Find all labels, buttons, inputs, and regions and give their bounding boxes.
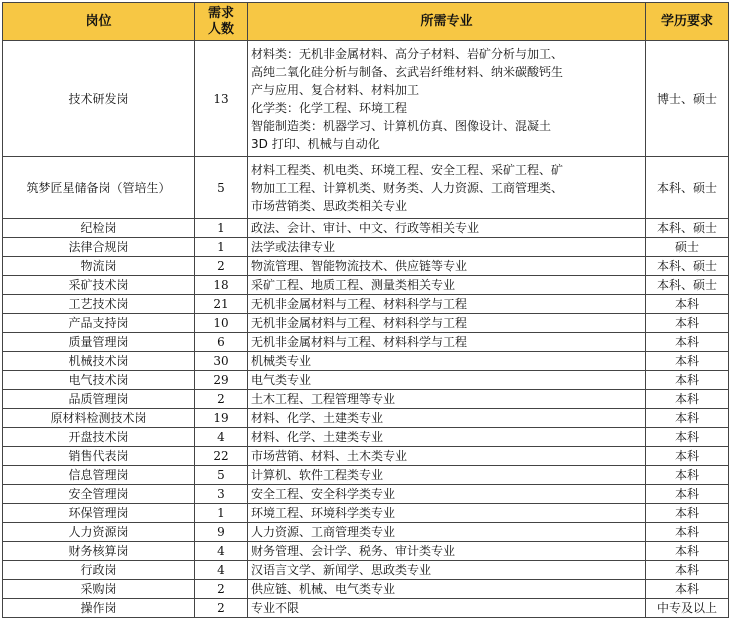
cell-count: 30 [195, 352, 248, 371]
table-row [3, 599, 729, 618]
cell-position: 安全管理岗 [3, 485, 195, 504]
major-line: 物加工工程、计算机类、财务类、人力资源、工商管理类、 [251, 180, 564, 195]
cell-position: 环保管理岗 [3, 504, 195, 523]
cell-position: 筑梦匠星储备岗（管培生） [3, 157, 195, 219]
major-line: 材料、化学、土建类专业 [251, 430, 384, 444]
cell-position: 机械技术岗 [3, 352, 195, 371]
header-degree: 学历要求 [646, 3, 729, 41]
table-row [3, 485, 729, 504]
major-line: 政法、会计、审计、中文、行政等相关专业 [251, 221, 480, 235]
cell-major [248, 314, 646, 333]
cell-degree: 硕士 [646, 238, 729, 257]
cell-degree: 本科 [646, 561, 729, 580]
major-line: 材料、化学、土建类专业 [251, 411, 384, 425]
table-row [3, 257, 729, 276]
cell-major [248, 580, 646, 599]
major-line: 无机非金属材料与工程、材料科学与工程 [251, 297, 468, 311]
cell-degree: 本科 [646, 333, 729, 352]
cell-count: 2 [195, 580, 248, 599]
cell-count: 19 [195, 409, 248, 428]
cell-position: 人力资源岗 [3, 523, 195, 542]
cell-position: 销售代表岗 [3, 447, 195, 466]
cell-count: 10 [195, 314, 248, 333]
cell-major [248, 504, 646, 523]
cell-count: 13 [195, 41, 248, 157]
cell-count: 18 [195, 276, 248, 295]
table-row [3, 314, 729, 333]
cell-count: 2 [195, 390, 248, 409]
table-row [3, 276, 729, 295]
cell-count: 21 [195, 295, 248, 314]
cell-count: 5 [195, 157, 248, 219]
major-line: 汉语言文学、新闻学、思政类专业 [251, 563, 432, 577]
major-line: 安全工程、安全科学类专业 [251, 487, 396, 501]
table-row [3, 295, 729, 314]
table-row [3, 157, 729, 219]
cell-degree: 本科 [646, 295, 729, 314]
table-row [3, 219, 729, 238]
major-line: 物流管理、智能物流技术、供应链等专业 [251, 259, 468, 273]
cell-major [248, 276, 646, 295]
major-line: 高纯二氧化硅分析与制备、玄武岩纤维材料、纳米碳酸钙生 [251, 64, 564, 79]
cell-degree: 本科 [646, 485, 729, 504]
cell-count: 22 [195, 447, 248, 466]
table-row [3, 428, 729, 447]
cell-major [248, 352, 646, 371]
cell-degree: 本科 [646, 352, 729, 371]
major-line: 供应链、机械、电气类专业 [251, 582, 396, 596]
cell-position: 财务核算岗 [3, 542, 195, 561]
cell-degree: 本科、硕士 [646, 157, 729, 219]
cell-position: 物流岗 [3, 257, 195, 276]
cell-count: 1 [195, 219, 248, 238]
cell-degree: 本科 [646, 409, 729, 428]
major-line: 采矿工程、地质工程、测量类相关专业 [251, 278, 456, 292]
table-row [3, 466, 729, 485]
cell-count: 6 [195, 333, 248, 352]
major-line: 产与应用、复合材料、材料加工 [251, 82, 420, 97]
cell-major [248, 41, 646, 157]
cell-position: 质量管理岗 [3, 333, 195, 352]
cell-position: 产品支持岗 [3, 314, 195, 333]
major-line: 3D 打印、机械与自动化 [251, 136, 380, 151]
cell-count: 1 [195, 504, 248, 523]
cell-count: 1 [195, 238, 248, 257]
major-line: 财务管理、会计学、税务、审计类专业 [251, 544, 456, 558]
recruitment-table [2, 2, 729, 618]
table-row [3, 504, 729, 523]
cell-major [248, 523, 646, 542]
recruitment-table-sheet [2, 2, 729, 618]
cell-degree: 本科 [646, 523, 729, 542]
cell-degree: 本科 [646, 390, 729, 409]
major-line: 法学或法律专业 [251, 240, 336, 254]
cell-degree: 本科 [646, 542, 729, 561]
cell-position: 行政岗 [3, 561, 195, 580]
cell-count: 3 [195, 485, 248, 504]
cell-major [248, 238, 646, 257]
cell-position: 原材料检测技术岗 [3, 409, 195, 428]
cell-count: 9 [195, 523, 248, 542]
major-line: 电气类专业 [251, 373, 312, 387]
cell-major [248, 295, 646, 314]
cell-count: 5 [195, 466, 248, 485]
cell-degree: 本科 [646, 466, 729, 485]
cell-major [248, 371, 646, 390]
cell-degree: 本科、硕士 [646, 276, 729, 295]
cell-position: 品质管理岗 [3, 390, 195, 409]
cell-major [248, 390, 646, 409]
cell-degree: 本科 [646, 428, 729, 447]
major-line: 化学类：化学工程、环境工程 [251, 100, 408, 115]
cell-count: 29 [195, 371, 248, 390]
cell-position: 工艺技术岗 [3, 295, 195, 314]
cell-major [248, 599, 646, 618]
cell-major [248, 257, 646, 276]
table-row [3, 352, 729, 371]
cell-position: 采矿技术岗 [3, 276, 195, 295]
cell-degree: 博士、硕士 [646, 41, 729, 157]
major-line: 无机非金属材料与工程、材料科学与工程 [251, 316, 468, 330]
cell-position: 技术研发岗 [3, 41, 195, 157]
cell-position: 法律合规岗 [3, 238, 195, 257]
table-row [3, 41, 729, 157]
cell-count: 4 [195, 542, 248, 561]
major-line: 智能制造类：机器学习、计算机仿真、图像设计、混凝土 [251, 118, 552, 133]
cell-major [248, 409, 646, 428]
cell-count: 2 [195, 599, 248, 618]
cell-major [248, 219, 646, 238]
table-row [3, 371, 729, 390]
major-line: 专业不限 [251, 601, 300, 615]
header-row [3, 3, 729, 41]
cell-degree: 本科 [646, 447, 729, 466]
header-count-line2: 人数 [207, 21, 234, 37]
cell-major [248, 466, 646, 485]
major-line: 材料类：无机非金属材料、高分子材料、岩矿分析与加工、 [251, 46, 564, 61]
table-row [3, 542, 729, 561]
header-count [195, 3, 248, 41]
cell-count: 4 [195, 561, 248, 580]
table-row [3, 580, 729, 599]
table-row [3, 409, 729, 428]
header-position: 岗位 [3, 3, 195, 41]
table-row [3, 238, 729, 257]
cell-degree: 本科、硕士 [646, 257, 729, 276]
cell-major [248, 485, 646, 504]
major-line: 人力资源、工商管理类专业 [251, 525, 396, 539]
major-line: 市场营销、材料、土木类专业 [251, 449, 408, 463]
table-row [3, 390, 729, 409]
table-row [3, 561, 729, 580]
major-line: 材料工程类、机电类、环境工程、安全工程、采矿工程、矿 [251, 162, 564, 177]
cell-major [248, 561, 646, 580]
cell-degree: 中专及以上 [646, 599, 729, 618]
cell-major [248, 333, 646, 352]
header-count-line1: 需求 [207, 5, 234, 21]
cell-count: 2 [195, 257, 248, 276]
cell-position: 信息管理岗 [3, 466, 195, 485]
cell-major [248, 428, 646, 447]
major-line: 环境工程、环境科学类专业 [251, 506, 396, 520]
cell-position: 电气技术岗 [3, 371, 195, 390]
major-line: 市场营销类、思政类相关专业 [251, 198, 408, 213]
cell-position: 操作岗 [3, 599, 195, 618]
cell-degree: 本科 [646, 314, 729, 333]
major-line: 计算机、软件工程类专业 [251, 468, 384, 482]
cell-major [248, 157, 646, 219]
cell-major [248, 447, 646, 466]
cell-position: 采购岗 [3, 580, 195, 599]
table-body [3, 41, 729, 618]
cell-count: 4 [195, 428, 248, 447]
table-row [3, 447, 729, 466]
cell-degree: 本科 [646, 504, 729, 523]
header-major: 所需专业 [248, 3, 646, 41]
cell-degree: 本科、硕士 [646, 219, 729, 238]
table-row [3, 333, 729, 352]
cell-position: 纪检岗 [3, 219, 195, 238]
table-row [3, 523, 729, 542]
cell-major [248, 542, 646, 561]
major-line: 机械类专业 [251, 354, 312, 368]
major-line: 无机非金属材料与工程、材料科学与工程 [251, 335, 468, 349]
cell-position: 开盘技术岗 [3, 428, 195, 447]
cell-degree: 本科 [646, 580, 729, 599]
cell-degree: 本科 [646, 371, 729, 390]
major-line: 土木工程、工程管理等专业 [251, 392, 396, 406]
